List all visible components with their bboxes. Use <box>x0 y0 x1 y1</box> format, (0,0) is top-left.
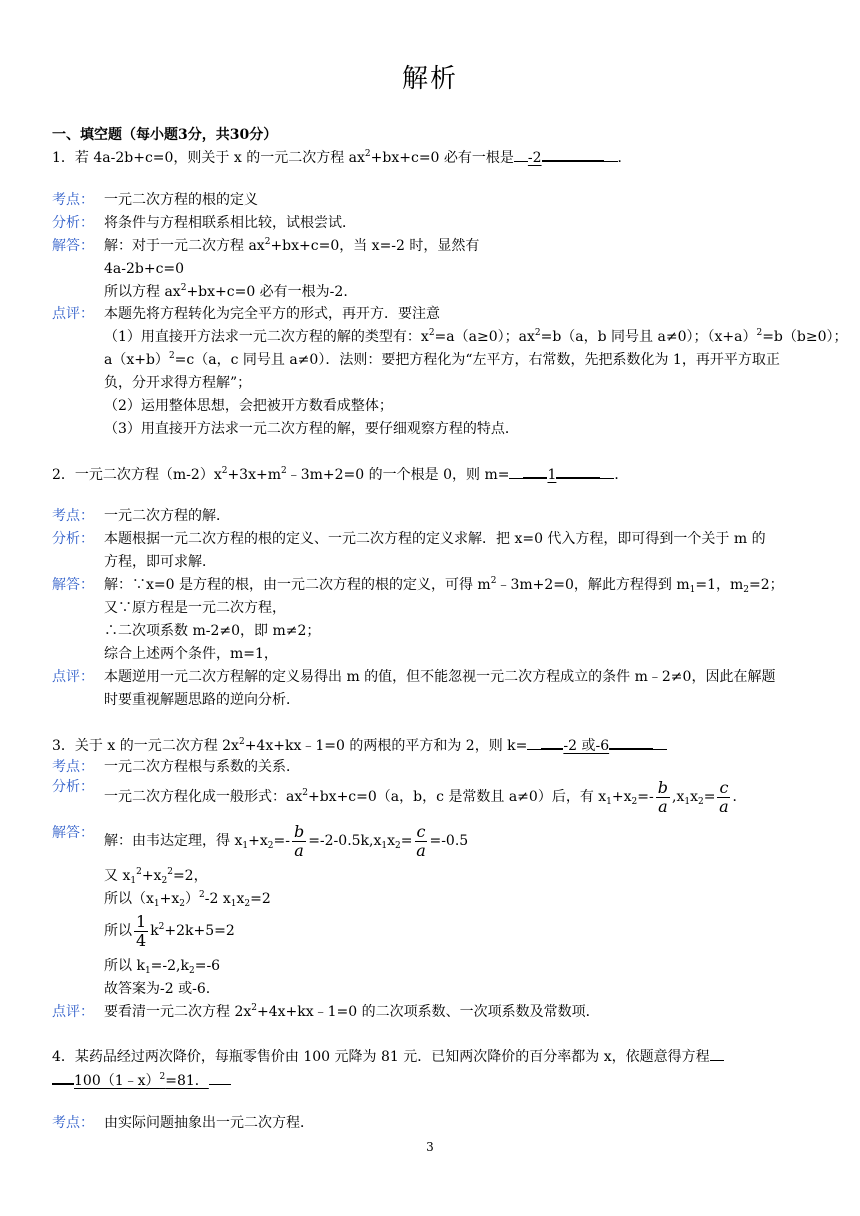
q2-dianping-line2: 时要重视解题思路的逆向分析． <box>104 692 300 708</box>
q4-answer-line <box>52 1069 231 1091</box>
jieda-label: 解答： <box>52 238 94 254</box>
q2-jieda-line1: 解：∵x=0 是方程的根，由一元二次方程的根的定义，可得 $m^2﹣3m+2=0$，解此方程得到 $m_1=1$，$m_2=2$； <box>104 576 784 595</box>
q2-dianping-line1: 本题逆用一元二次方程解的定义易得出 m 的值，但不能忽视一元二次方程成立的条件 m﹣2≠0，因此在解题 <box>104 669 776 685</box>
q1-stem: 1．若 4a-2b+c=0，则关于 x 的一元二次方程 $ax^2+bx+c=0$ 必有一根是 -2 ． <box>52 146 632 168</box>
q3-answer: -2 或-6 <box>563 738 610 754</box>
q3-stem: 3．关于 x 的一元二次方程 $2x^2+4x+kx﹣1=0$ 的两根的平方和为 2，则 k= -2 或-6 <box>52 734 667 756</box>
q2-fenxi-line1: 本题根据一元二次方程的根的定义、一元二次方程的定义求解．把 x=0 代入方程，即可得到一个关于 m 的 <box>104 531 766 547</box>
q3-jieda-line1: 解：由韦达定理，得 $x_1+x_2=-$ $\frac{b}{a}$ $=-2-0.5k,x_1x_2=$ $\frac{c}{a}$ =-0.5 <box>104 821 469 860</box>
fenxi-label: 分析： <box>52 215 94 231</box>
fraction-b-over-a: $\frac{b}{a}$ <box>293 821 305 860</box>
q1-jieda-line3: 所以方程 $ax^2+bx+c=0$ 必有一根为-2. <box>104 283 348 300</box>
q2-kaodian: 一元二次方程的解． <box>104 508 230 524</box>
q1-jieda-line2: 4a-2b+c=0 <box>104 261 185 277</box>
section-heading: 一、填空题（每小题3分，共30分） <box>52 127 278 143</box>
q1-dianping-line2: （1）用直接开方法求一元二次方程的解的类型有：$x^2=a(a\ge 0)$；$ax^2=b(a$，b 同号且 a≠0）；$(x+a)^2=b(b\ge 0)$； <box>104 328 848 345</box>
q3-jieda-line6: 故答案为-2 或-6. <box>104 981 211 997</box>
q1-fenxi: 将条件与方程相联系相比较，试根尝试． <box>104 215 356 231</box>
page-number: 3 <box>426 1140 434 1154</box>
kaodian-label: 考点： <box>52 508 94 524</box>
q2-fenxi-line2: 方程，即可求解． <box>104 554 216 570</box>
q3-kaodian: 一元二次方程根与系数的关系． <box>104 759 300 775</box>
q4-answer: 100（1﹣x）$^2$=81． <box>74 1072 209 1089</box>
q1-jieda-line1: 解：对于一元二次方程 $ax^2+bx+c=0$，当 x=-2 时，显然有 <box>104 237 480 254</box>
q3-jieda-line5: 所以 $k_1=-2,k_2=-6$ <box>104 958 221 976</box>
q2-jieda-line3: ∴二次项系数 m-2≠0，即 m≠2； <box>104 623 321 639</box>
q1-kaodian: 一元二次方程的根的定义 <box>104 192 258 208</box>
q1-dianping-line1: 本题先将方程转化为完全平方的形式，再开方．要注意 <box>104 306 440 322</box>
dianping-label: 点评： <box>52 306 94 322</box>
q1-dianping-line3: $a(x+b)^2=c(a$，c 同号且 a≠0）．法则：要把方程化为“左平方，右常数，先把系数化为 1，再开平方取正 <box>104 351 780 368</box>
q3-dianping: 要看清一元二次方程 $2x^2+4x+kx﹣1=0$ 的二次项系数、一次项系数及常数项． <box>104 1003 600 1020</box>
q2-stem: 2．一元二次方程$(m-2)x^2+3x+m^2﹣3m+2=0$ 的一个根是 0，则 m= 1 ． <box>52 463 628 485</box>
fenxi-label: 分析： <box>52 779 94 795</box>
q1-dianping-line4: 负，分开求得方程解”； <box>104 375 252 391</box>
jieda-label: 解答： <box>52 577 94 593</box>
q3-jieda-line2: 又 $x_1^2+x_2^2=2$， <box>104 867 208 886</box>
fraction-c-over-a: $\frac{c}{a}$ <box>416 821 426 860</box>
q1-answer: -2 <box>527 150 542 166</box>
q2-jieda-line4: 综合上述两个条件，m=1， <box>104 646 278 662</box>
fraction-b-over-a: $\frac{b}{a}$ <box>657 777 668 816</box>
kaodian-label: 考点： <box>52 759 94 775</box>
q4-stem: 4．某药品经过两次降价，每瓶零售价由 100 元降为 81 元．已知两次降价的百分率都为 x，依题意得方程 <box>52 1046 724 1067</box>
q3-fenxi: 一元二次方程化成一般形式：$ax^2+bx+c=0(a$，b，c 是常数且 a≠0）后，有 $x_1+x_2=-$ $\frac{b}{a}$ $,x_1x_2=$ $\frac{c}{a}$ ． <box>104 777 747 816</box>
q2-jieda-line2: 又∵原方程是一元二次方程， <box>104 600 286 616</box>
jieda-label: 解答： <box>52 825 94 841</box>
fraction-one-quarter: $\frac{1}{4}$ <box>136 911 147 950</box>
q3-jieda-line4: 所以 $\frac{1}{4}$ $k^2+2k+5=2$ <box>104 911 235 950</box>
kaodian-label: 考点： <box>52 1115 94 1131</box>
fenxi-label: 分析： <box>52 531 94 547</box>
q3-jieda-line3: 所以$(x_1+x_2)^2-2$ $x_1x_2=2$ <box>104 890 271 909</box>
page-title: 解析 <box>401 64 458 94</box>
fraction-c-over-a: $\frac{c}{a}$ <box>719 777 729 816</box>
q4-kaodian: 由实际问题抽象出一元二次方程． <box>104 1115 314 1131</box>
dianping-label: 点评： <box>52 1004 94 1020</box>
kaodian-label: 考点： <box>52 192 94 208</box>
dianping-label: 点评： <box>52 669 94 685</box>
q1-dianping-line6: （3）用直接开方法求一元二次方程的解，要仔细观察方程的特点． <box>104 421 519 437</box>
q2-answer: 1 <box>547 467 557 483</box>
q1-dianping-line5: （2）运用整体思想，会把被开方数看成整体； <box>104 398 393 414</box>
